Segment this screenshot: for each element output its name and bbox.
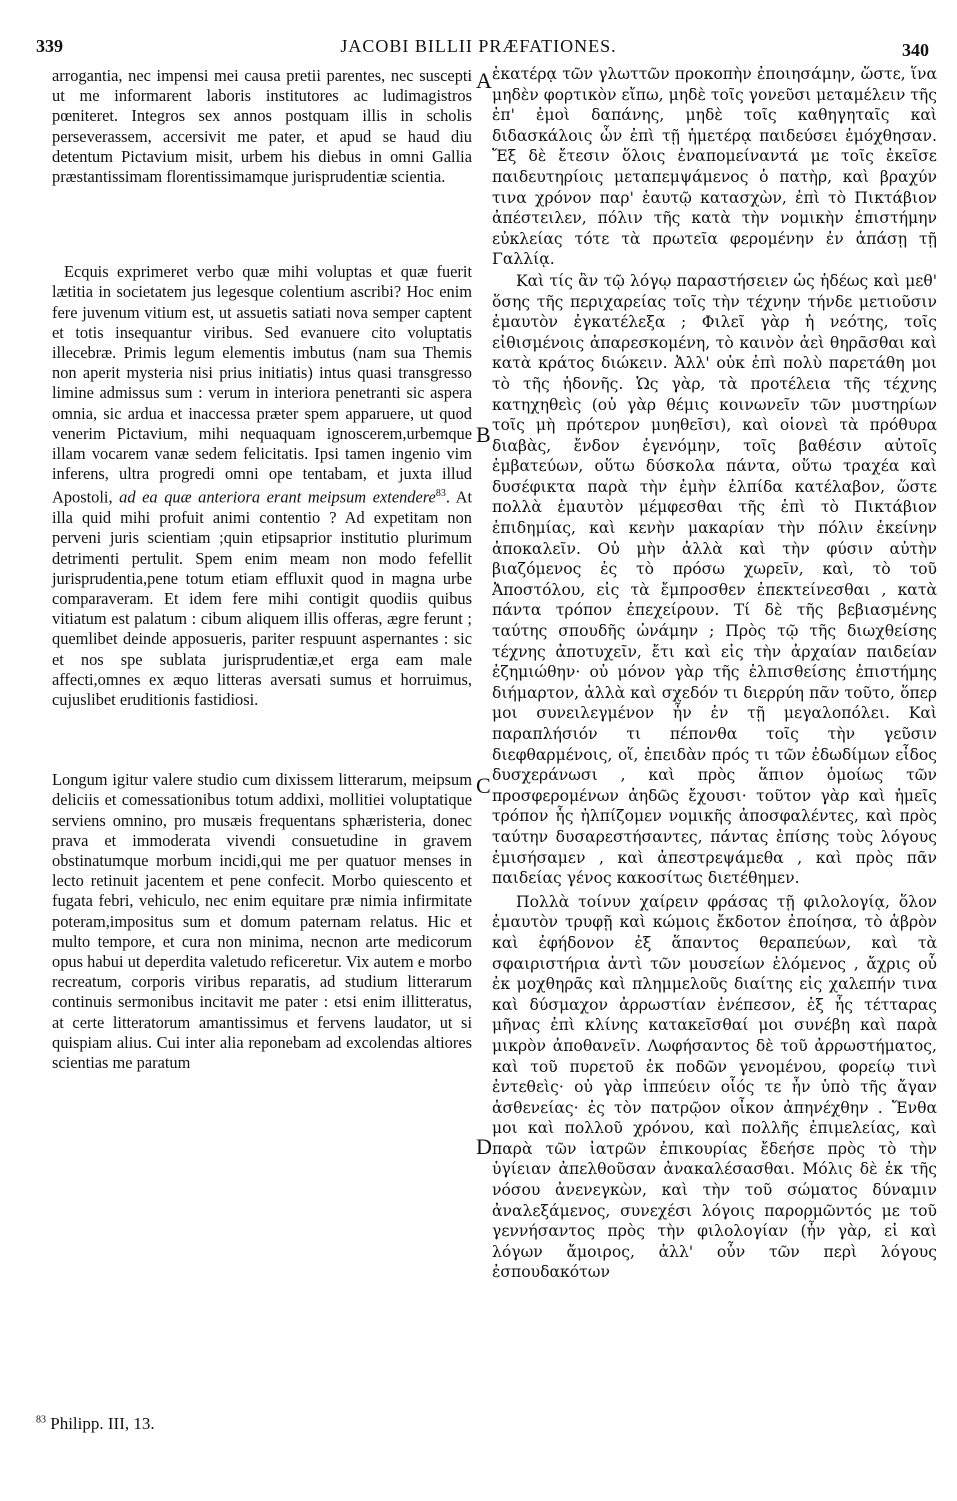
page-number-right: 340 bbox=[902, 40, 929, 60]
margin-marker-c: C bbox=[476, 773, 491, 798]
apostle-quote: ad ea quæ anteriora erant meipsum extendere bbox=[119, 487, 436, 507]
margin-marker-d: D bbox=[476, 1134, 492, 1159]
latin-paragraph-3: Longum igitur valere studio cum dixissem litterarum, meipsum deliciis et comessationibus totum addixi, mollitiei voluptatique serviens omnino, pro musæis frequentans sphæristeria, donec prava et immoderata vivendi consuetudine in gravem obstinatumque morbum incidi,qui me per quatuor menses in lecto retinuit jacentem et pene confecit. Morbo quiescento et fugata febri, vehiculo, nec enim equitare præ nimia infirmitate poteram,impositus sum et domum paternam relatus. Hic et multo tempore, et cura non minima, necnon arte medicorum opus habui ut deperdita valetudo reficeretur. Vix autem e morbo recreatum, corporis viribus reparatis, ad studium litterarum continuis sermonibus incitavit me pater : etsi enim illitteratus, at certe litteratorum amantissimus et fervens laudator, ut si quispiam alius. Cui inter alia reponebam ad excolendas altiores scientias me paratum bbox=[52, 770, 472, 1072]
running-title: JACOBI BILLII PRÆFATIONES. bbox=[340, 36, 617, 56]
greek-column bbox=[492, 64, 937, 1283]
greek-paragraph-1: ἑκατέρᾳ τῶν γλωττῶν προκοπὴν ἐποιησάμην, ὥστε, ἵνα μηδὲν φορτικὸν εἴπω, μηδὲ τοῖς γονεῦσι μεταμέλειν τῆς ἐπ' ἐμοὶ δαπάνης, μηδὲ τοῖς καθηγηταῖς καὶ διδασκάλοις ὧν ἐπὶ τῇ ἡμετέρᾳ παιδεύσει ἐμόχθησαν. Ἔξ δὲ ἔτεσιν ὅλοις ἐναπομείναντά με τοῖς ἐκεῖσε παιδευτηρίοις μεταπεμψάμενος ὁ πατὴρ, καὶ βραχύν τινα χρόνον παρ' ἑαυτῷ κατασχὼν, ἐπὶ τὸ Πικτάβιον ἀπέστειλεν, πόλιν τῆς κατὰ τὴν νομικὴν ἐπιστήμην εὐκλείας τότε τὰ πρωτεῖα φερομένην ἐν ἁπάσῃ τῇ Γαλλίᾳ. bbox=[492, 65, 937, 269]
latin-paragraph-2 bbox=[52, 262, 472, 710]
footnote-text: Philipp. III, 13. bbox=[50, 1414, 155, 1433]
page-header bbox=[0, 36, 957, 60]
latin-paragraph-2-text: Ecquis exprimeret verbo quæ mihi voluptas et quæ fuerit lætitia in societatem jus legesque colentium ascribi? Hoc enim fere juvenum vitium est, ut assuetis satiati nova semper captent et totis insequantur viribus. Sed evanuere cito voluptatis illecebræ. Primis legum elementis imbutus (nam sua Themis non aperit mysteria nisi prius initiatis) intus quasi transgresso limine admissus sum : verum in interiora penetranti sic aspera omnia, sic ardua et inaccessa præter spem apparuere, ut quod venerim Pictavium, mihi nequaquam ignoscerem,urbemque illam vocarem vanæ sedem felicitatis. Ipsi tamen ingenio vim inferens, ultra progredi omni ope tentabam, et juxta illud Apostoli, bbox=[52, 262, 472, 507]
page-number-left: 339 bbox=[36, 36, 63, 56]
footnote-ref: 83 bbox=[435, 488, 446, 500]
margin-marker-a: A bbox=[476, 68, 492, 93]
margin-marker-b: B bbox=[476, 422, 491, 447]
footnote bbox=[36, 1414, 155, 1434]
greek-paragraph-3: Πολλὰ τοίνυν χαίρειν φράσας τῇ φιλολογίᾳ, ὅλον ἐμαυτὸν τρυφῇ καὶ κώμοις ἔκδοτον ἐποίησα, τὸ ἁβρὸν καὶ ἐφήδονον ἐξ ἅπαντος θεραπεύων, καὶ τὰ σφαιριστήρια ἀντὶ τῶν μουσείων ἑλόμενος , ἄχρις οὗ ἐκ μοχθηρᾶς καὶ πλημμελοῦς διαίτης εἰς χαλεπήν τινα καὶ δύσμαχον ἀρρωστίαν ἐνέπεσον, ἐξ ἧς τέτταρας μῆνας ἐπὶ κλίνης κατακεῖσθαί μοι συνέβη καὶ παρὰ μικρὸν ἀποθανεῖν. Λωφήσαντος δὲ τοῦ ἀρρωστήματος, καὶ τοῦ πυρετοῦ ἐκ ποδῶν γενομένου, φορείῳ τινὶ ἐντεθεὶς· οὐ γὰρ ἱππεύειν οἷός τε ἦν ὑπὸ τῆς ἄγαν ἀσθενείας· ἐς τὸν πατρῷον οἶκον ἀπηνέχθην . Ἔνθα μοι καὶ πολλοῦ χρόνου, καὶ πολλῆς ἐπιμελείας, καὶ παρὰ τῶν ἰατρῶν ἐπικουρίας ἔδεήσε πρὸς τὸ τὴν ὑγίειαν ἀπελθοῦσαν ἀνακαλέσασθαι. Μόλις δὲ ἐκ τῆς νόσου ἀνενεγκὼν, καὶ τὴν τοῦ σώματος δύναμιν ἀναλεξάμενος, συνεχέσι λόγοις παρορμῶντός με τοῦ γεννήσαντος πρὸς τὴν φιλολογίαν (ἦν γὰρ, εἰ καὶ λόγων ἄμοιρος, ἀλλ' οὖν τῶν περὶ λόγους ἐσπουδακότων bbox=[492, 892, 937, 1282]
footnote-number: 83 bbox=[36, 1414, 46, 1426]
latin-paragraph-2-cont: . At illa quid mihi profuit animi contentio ? Ad expetitam non perveni juris scientiam ;quin etipsaprior institutio plurimum detrimenti pertulit. Spem enim meam non modo fefellit jurisprudentia,pene totum etiam effluxit quod in magna urbe comparaveram. Et idem fere mihi contigit quodiis quibus vitiatum est palatum : cibum aliquem illis offeras, ægre ferunt ; quemlibet deinde apposueris, pariter respuunt aspernantes : sic et nos spe sublata jurisprudentiæ,et erga eam male affecti,omnes ex æquo litteras aversati sumus et horruimus, cujuslibet eruditionis fastidiosi. bbox=[52, 487, 472, 709]
latin-paragraph-1: arrogantia, nec impensi mei causa pretii parentes, nec suscepti ut me informarent laboris institutores ac ludimagistros pœniteret. Integros sex annos postquam illis in scholis perseverassem, accersivit me pater, et apud se haud diu detentum Pictavium misit, urbem his diebus in omni Gallia præstantissimam florentissimamque jurisprudentiæ scientia. bbox=[52, 66, 472, 187]
greek-paragraph-2: Καὶ τίς ἂν τῷ λόγῳ παραστήσειεν ὡς ἡδέως καὶ μεθ' ὅσης τῆς περιχαρείας τοῖς τὴν τέχνην τήνδε μετιοῦσιν ἐμαυτὸν ἐγκατέλεξα ; Φιλεῖ γὰρ ἡ νεότης, τοῖς εἰθισμένοις ἀπαρεσκομένη, τὸ καινὸν ἀεὶ θηρᾶσθαι καὶ κατὰ κράτος διώκειν. Ἀλλ' οὐκ ἐπὶ πολὺ παρετάθη μοι τὸ τῆς ἡδονῆς. Ὡς γὰρ, τὰ προτέλεια τῆς τέχνης κατηχηθεὶς (οὐ γὰρ θέμις κοινωνεῖν τῶν μυστηρίων τοῖς μὴ πρότερον μυηθεῖσι), καὶ οἱονεὶ τὰ πρόθυρα διαβὰς, ἔνδον ἐγενόμην, τοῖς βαθέσιν αὐτοῖς ἐμβατεύων, οὕτω δύσκολα πάντα, οὕτω τραχέα καὶ δυσέφικτα παρὰ τὴν ἐμὴν ἐλπίδα κατέλαβον, ὥστε πολλὰ ἐμαυτὸν μέμφεσθαι τῆς ἐπὶ τὸ Πικτάβιον ἐπιδημίας, καὶ κενὴν μακαρίαν τὴν πόλιν ἐκείνην ἀποκαλεῖν. Οὐ μὴν ἀλλὰ καὶ τὴν φύσιν αὐτὴν βιαζόμενος ἐς τὸ πρόσω χωρεῖν, καὶ, τὸ τοῦ Ἀποστόλου, εἰς τὰ ἔμπροσθεν ἐπεκτείνεσθαι , κατὰ πάντα τρόπον ἐπεχείρουν. Τί δὲ τῆς βεβιασμένης ταύτης σπουδῆς ὠνάμην ; Πρὸς τῷ τῆς διωχθείσης τέχνης ἀποτυχεῖν, ἔτι καὶ εἰς τὴν ἀρχαίαν παιδείαν ἐζημιώθην· οὐ μόνον γὰρ τῆς ἐλπισθείσης ἐπιστήμης διήμαρτον, ἀλλὰ καὶ σχεδόν τι διερρύη πᾶν τοῦτο, ὅπερ μοι συνειλεγμένον ἦν ἐν τῇ μεγαλοπόλει. Καὶ παραπλήσιόν τι πέπονθα τοῖς τὴν γεῦσιν διεφθαρμένοις, οἵ, ἐπειδὰν πρός τι τῶν ἐδωδίμων εἶδος δυσχεράνωσι , καὶ πρὸς ἅπιον ὁμοίως τῶν προσφερομένων ἀηδῶς ἔχουσι· τοῦτον γὰρ καὶ ἡμεῖς τρόπον ἧς ἠλπίζομεν νομικῆς ἀποσφαλέντες, καὶ πρὸς ταύτην δυσαρεστήσαντες, πάντας ἐπίσης τοὺς λόγους ἐμισήσαμεν , καὶ ἀπεστρεψάμεθα , καὶ πρὸς πᾶν παιδείας γένος κακοσίτως διετέθημεν. bbox=[492, 271, 937, 888]
latin-column bbox=[52, 66, 472, 1073]
